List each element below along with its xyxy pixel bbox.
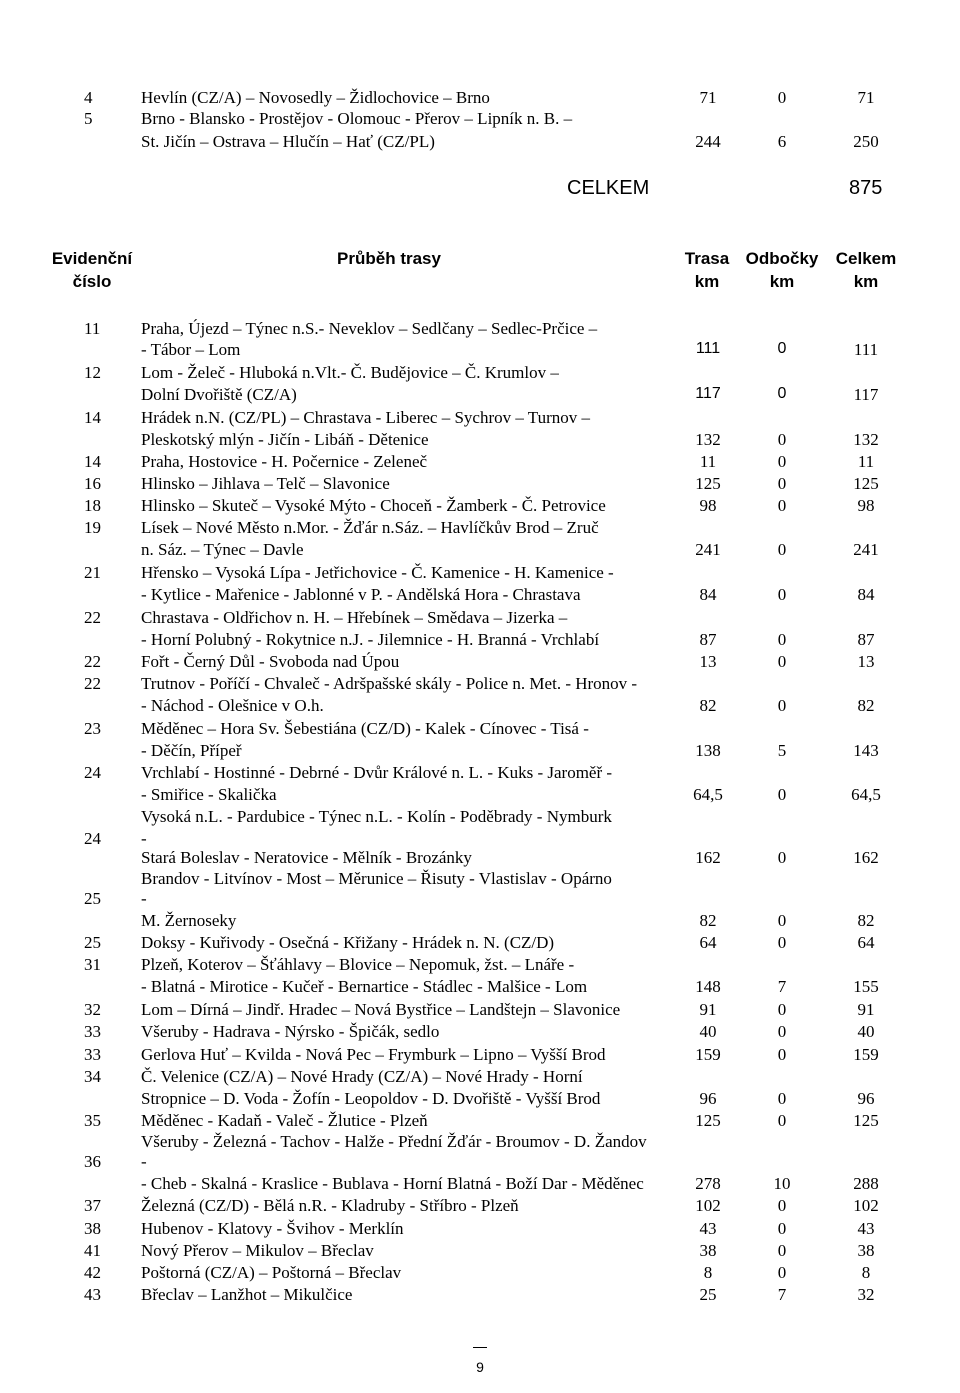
row-odbocky: 0 bbox=[777, 496, 787, 515]
footer-rule bbox=[473, 1347, 487, 1348]
header-odbocky: Odbočky bbox=[745, 249, 819, 268]
row-route-line1: Všeruby - Železná - Tachov - Halže - Přední Žďár - Broumov - D. Žandov bbox=[141, 1132, 647, 1151]
row-id: 33 bbox=[84, 1045, 101, 1064]
row-trasa: 132 bbox=[695, 430, 721, 449]
row-id: 38 bbox=[84, 1219, 101, 1238]
row-route-line1: Praha, Hostovice - H. Počernice - Zeleneč bbox=[141, 452, 428, 471]
row-trasa: 82 bbox=[699, 696, 717, 715]
row-route-line1: Doksy - Kuřivody - Osečná - Křižany - Hrádek n. N. (CZ/D) bbox=[141, 933, 555, 952]
row-odbocky: 0 bbox=[777, 1045, 787, 1064]
row-route-line1: Lom – Dírná – Jindř. Hradec – Nová Bystřice – Landštejn – Slavonice bbox=[141, 1000, 621, 1019]
row-route-line1: Železná (CZ/D) - Bělá n.R. - Kladruby - Stříbro - Plzeň bbox=[141, 1196, 519, 1215]
row-celkem: 132 bbox=[853, 430, 879, 449]
header-celkem-km: km bbox=[853, 272, 879, 291]
header-trasa: Trasa bbox=[684, 249, 730, 268]
row-celkem: 40 bbox=[857, 1022, 875, 1041]
row-odbocky: 0 bbox=[777, 585, 787, 604]
row-odbocky: 0 bbox=[777, 1089, 787, 1108]
row-odbocky: 7 bbox=[777, 977, 787, 996]
row-route-line2: - Tábor – Lom bbox=[141, 340, 241, 359]
row-celkem: 82 bbox=[857, 911, 875, 930]
total-label: CELKEM bbox=[567, 177, 650, 199]
row-4-route: Hevlín (CZ/A) – Novosedly – Židlochovice – Brno bbox=[141, 88, 490, 107]
row-odbocky: 0 bbox=[777, 630, 787, 649]
row-4-odbocky: 0 bbox=[777, 88, 787, 107]
row-trasa: 125 bbox=[695, 1111, 721, 1130]
row-trasa: 91 bbox=[699, 1000, 717, 1019]
row-trasa: 102 bbox=[695, 1196, 721, 1215]
row-odbocky: 0 bbox=[777, 1263, 787, 1282]
row-celkem: 96 bbox=[857, 1089, 875, 1108]
row-odbocky: 5 bbox=[777, 741, 787, 760]
header-cislo: číslo bbox=[72, 272, 112, 291]
row-odbocky: 0 bbox=[777, 911, 787, 930]
row-id: 43 bbox=[84, 1285, 101, 1304]
row-route-line1: Praha, Újezd – Týnec n.S.- Neveklov – Sedlčany – Sedlec-Prčice – bbox=[141, 319, 598, 338]
row-route-line1: Vrchlabí - Hostinné - Debrné - Dvůr Králové n. L. - Kuks - Jaroměř - bbox=[141, 763, 613, 782]
row-id: 32 bbox=[84, 1000, 101, 1019]
row-route-line1: Měděnec – Hora Sv. Šebestiána (CZ/D) - Kalek - Cínovec - Tisá - bbox=[141, 719, 589, 738]
row-4-celkem: 71 bbox=[857, 88, 875, 107]
page-number: 9 bbox=[476, 1359, 484, 1375]
row-celkem: 98 bbox=[857, 496, 875, 515]
row-trasa: 11 bbox=[699, 452, 717, 471]
row-odbocky: 0 bbox=[777, 1022, 787, 1041]
row-celkem: 159 bbox=[853, 1045, 879, 1064]
row-route-dash: - bbox=[141, 1152, 147, 1171]
row-celkem: 13 bbox=[857, 652, 875, 671]
row-celkem: 64,5 bbox=[851, 785, 881, 804]
row-id: 14 bbox=[84, 452, 101, 471]
row-trasa: 125 bbox=[695, 474, 721, 493]
row-odbocky: 0 bbox=[777, 430, 787, 449]
row-odbocky: 0 bbox=[777, 385, 787, 402]
row-celkem: 87 bbox=[857, 630, 875, 649]
row-route-line2: - Kytlice - Mařenice - Jablonné v P. - Andělská Hora - Chrastava bbox=[141, 585, 581, 604]
row-route-line1: Lom - Želeč - Hluboká n.Vlt.- Č. Budějovice – Č. Krumlov – bbox=[141, 363, 559, 382]
row-celkem: 82 bbox=[857, 696, 875, 715]
row-route-line2: Stropnice – D. Voda - Žofín - Leopoldov - D. Dvořiště - Vyšší Brod bbox=[141, 1089, 601, 1108]
header-celkem: Celkem bbox=[835, 249, 897, 268]
row-route-dash: - bbox=[141, 889, 147, 908]
row-odbocky: 0 bbox=[777, 696, 787, 715]
row-trasa: 148 bbox=[695, 977, 721, 996]
row-odbocky: 0 bbox=[777, 1000, 787, 1019]
row-trasa: 8 bbox=[703, 1263, 713, 1282]
row-trasa: 64,5 bbox=[693, 785, 723, 804]
row-id: 41 bbox=[84, 1241, 101, 1260]
row-id: 22 bbox=[84, 608, 101, 627]
row-trasa: 38 bbox=[699, 1241, 717, 1260]
row-celkem: 125 bbox=[853, 1111, 879, 1130]
row-celkem: 241 bbox=[853, 540, 879, 559]
row-route-line1: Č. Velenice (CZ/A) – Nové Hrady (CZ/A) – Nové Hrady - Horní bbox=[141, 1067, 583, 1086]
row-route-line1: Hrádek n.N. (CZ/PL) – Chrastava - Liberec – Sychrov – Turnov – bbox=[141, 408, 591, 427]
row-route-line1: Poštorná (CZ/A) – Poštorná – Břeclav bbox=[141, 1263, 402, 1282]
row-celkem: 111 bbox=[853, 340, 879, 359]
row-id: 36 bbox=[84, 1152, 101, 1171]
row-route-line1: Všeruby - Hadrava - Nýrsko - Špičák, sedlo bbox=[141, 1022, 440, 1041]
row-trasa: 13 bbox=[699, 652, 717, 671]
row-route-line2: - Cheb - Skalná - Kraslice - Bublava - Horní Blatná - Boží Dar - Měděnec bbox=[141, 1174, 644, 1193]
row-4-id: 4 bbox=[84, 88, 93, 107]
row-celkem: 38 bbox=[857, 1241, 875, 1260]
row-celkem: 155 bbox=[853, 977, 879, 996]
row-celkem: 91 bbox=[857, 1000, 875, 1019]
row-route-line1: Nový Přerov – Mikulov – Břeclav bbox=[141, 1241, 374, 1260]
row-id: 24 bbox=[84, 829, 101, 848]
row-route-line1: Plzeň, Koterov – Šťáhlavy – Blovice – Nepomuk, žst. – Lnáře - bbox=[141, 955, 575, 974]
row-id: 18 bbox=[84, 496, 101, 515]
row-id: 42 bbox=[84, 1263, 101, 1282]
row-4-trasa: 71 bbox=[699, 88, 717, 107]
row-route-line2: - Blatná - Mirotice - Kučeř - Bernartice - Stádlec - Malšice - Lom bbox=[141, 977, 588, 996]
row-route-line1: Chrastava - Oldřichov n. H. – Hřebínek – Smědava – Jizerka – bbox=[141, 608, 568, 627]
row-odbocky: 7 bbox=[777, 1285, 787, 1304]
row-celkem: 32 bbox=[857, 1285, 875, 1304]
row-route-line2: - Smiřice - Skalička bbox=[141, 785, 277, 804]
header-prubeh-trasy: Průběh trasy bbox=[337, 249, 441, 268]
row-celkem: 11 bbox=[857, 452, 875, 471]
header-odbocky-km: km bbox=[769, 272, 795, 291]
row-route-line1: Lísek – Nové Město n.Mor. - Žďár n.Sáz. – Havlíčkův Brod – Zruč bbox=[141, 518, 599, 537]
row-route-line1: Fořt - Černý Důl - Svoboda nad Úpou bbox=[141, 652, 400, 671]
row-odbocky: 0 bbox=[777, 933, 787, 952]
row-id: 25 bbox=[84, 933, 101, 952]
row-route-line1: Měděnec - Kadaň - Valeč - Žlutice - Plzeň bbox=[141, 1111, 428, 1130]
row-celkem: 64 bbox=[857, 933, 875, 952]
row-route-line2: Dolní Dvořiště (CZ/A) bbox=[141, 385, 297, 404]
row-odbocky: 0 bbox=[777, 474, 787, 493]
row-celkem: 8 bbox=[861, 1263, 871, 1282]
row-odbocky: 0 bbox=[777, 652, 787, 671]
row-celkem: 43 bbox=[857, 1219, 875, 1238]
row-celkem: 102 bbox=[853, 1196, 879, 1215]
row-route-line2: Pleskotský mlýn - Jičín - Libáň - Dětenice bbox=[141, 430, 429, 449]
row-odbocky: 0 bbox=[777, 848, 787, 867]
row-5-route-line1: Brno - Blansko - Prostějov - Olomouc - Přerov – Lipník n. B. – bbox=[141, 109, 573, 128]
header-trasa-km: km bbox=[694, 272, 720, 291]
row-odbocky: 0 bbox=[777, 452, 787, 471]
row-id: 12 bbox=[84, 363, 101, 382]
row-route-line1: Gerlova Huť – Kvilda - Nová Pec – Frymburk – Lipno – Vyšší Brod bbox=[141, 1045, 606, 1064]
row-trasa: 82 bbox=[699, 911, 717, 930]
row-odbocky: 0 bbox=[777, 1196, 787, 1215]
row-trasa: 25 bbox=[699, 1285, 717, 1304]
row-trasa: 159 bbox=[695, 1045, 721, 1064]
row-route-line1: Vysoká n.L. - Pardubice - Týnec n.L. - Kolín - Poděbrady - Nymburk bbox=[141, 807, 612, 826]
row-trasa: 43 bbox=[699, 1219, 717, 1238]
row-5-celkem: 250 bbox=[853, 132, 879, 151]
row-id: 14 bbox=[84, 408, 101, 427]
row-route-line1: Hlinsko – Jihlava – Telč – Slavonice bbox=[141, 474, 390, 493]
row-id: 16 bbox=[84, 474, 101, 493]
row-id: 34 bbox=[84, 1067, 101, 1086]
row-route-line1: Hubenov - Klatovy - Švihov - Merklín bbox=[141, 1219, 404, 1238]
row-celkem: 84 bbox=[857, 585, 875, 604]
row-odbocky: 0 bbox=[777, 1219, 787, 1238]
row-id: 24 bbox=[84, 763, 101, 782]
row-route-line2: - Děčín, Přípeř bbox=[141, 741, 242, 760]
row-id: 23 bbox=[84, 719, 101, 738]
row-celkem: 125 bbox=[853, 474, 879, 493]
row-celkem: 143 bbox=[853, 741, 879, 760]
row-id: 21 bbox=[84, 563, 101, 582]
row-trasa: 64 bbox=[699, 933, 717, 952]
row-odbocky: 0 bbox=[777, 785, 787, 804]
row-trasa: 87 bbox=[699, 630, 717, 649]
row-route-dash: - bbox=[141, 829, 147, 848]
row-odbocky: 10 bbox=[773, 1174, 791, 1193]
row-route-line1: Trutnov - Poříčí - Chvaleč - Adršpašské skály - Police n. Met. - Hronov - bbox=[141, 674, 638, 693]
row-route-line2: n. Sáz. – Týnec – Davle bbox=[141, 540, 304, 559]
row-trasa: 84 bbox=[699, 585, 717, 604]
row-id: 11 bbox=[84, 319, 101, 338]
row-id: 33 bbox=[84, 1022, 101, 1041]
row-route-line2: - Náchod - Olešnice v O.h. bbox=[141, 696, 324, 715]
row-trasa: 40 bbox=[699, 1022, 717, 1041]
row-id: 22 bbox=[84, 674, 101, 693]
row-id: 31 bbox=[84, 955, 101, 974]
row-5-route-line2: St. Jičín – Ostrava – Hlučín – Hať (CZ/PL) bbox=[141, 132, 435, 151]
row-trasa: 138 bbox=[695, 741, 721, 760]
row-route-line1: Hlinsko – Skuteč – Vysoké Mýto - Choceň - Žamberk - Č. Petrovice bbox=[141, 496, 606, 515]
row-trasa: 278 bbox=[695, 1174, 721, 1193]
total-value: 875 bbox=[849, 177, 883, 199]
row-odbocky: 0 bbox=[777, 540, 787, 559]
row-odbocky: 0 bbox=[777, 1241, 787, 1260]
row-trasa: 111 bbox=[695, 340, 721, 357]
row-route-line1: Brandov - Litvínov - Most – Měrunice – Řisuty - Vlastislav - Opárno bbox=[141, 869, 612, 888]
row-trasa: 162 bbox=[695, 848, 721, 867]
row-trasa: 98 bbox=[699, 496, 717, 515]
row-5-trasa: 244 bbox=[695, 132, 721, 151]
row-5-odbocky: 6 bbox=[777, 132, 787, 151]
row-trasa: 96 bbox=[699, 1089, 717, 1108]
row-id: 25 bbox=[84, 889, 101, 908]
row-id: 35 bbox=[84, 1111, 101, 1130]
row-odbocky: 0 bbox=[777, 340, 787, 357]
row-route-line1: Hřensko – Vysoká Lípa - Jetřichovice - Č. Kamenice - H. Kamenice - bbox=[141, 563, 614, 582]
row-celkem: 117 bbox=[853, 385, 879, 404]
row-id: 22 bbox=[84, 652, 101, 671]
row-route-line2: Stará Boleslav - Neratovice - Mělník - Brozánky bbox=[141, 848, 472, 867]
row-trasa: 241 bbox=[695, 540, 721, 559]
row-route-line2: - Horní Polubný - Rokytnice n.J. - Jilemnice - H. Branná - Vrchlabí bbox=[141, 630, 600, 649]
row-5-id: 5 bbox=[84, 109, 93, 128]
row-route-line1: Břeclav – Lanžhot – Mikulčice bbox=[141, 1285, 353, 1304]
row-route-line2: M. Žernoseky bbox=[141, 911, 237, 930]
row-id: 37 bbox=[84, 1196, 101, 1215]
row-celkem: 162 bbox=[853, 848, 879, 867]
row-celkem: 288 bbox=[853, 1174, 879, 1193]
row-trasa: 117 bbox=[695, 385, 721, 402]
header-evidencni: Evidenční bbox=[51, 249, 133, 268]
row-odbocky: 0 bbox=[777, 1111, 787, 1130]
row-id: 19 bbox=[84, 518, 101, 537]
